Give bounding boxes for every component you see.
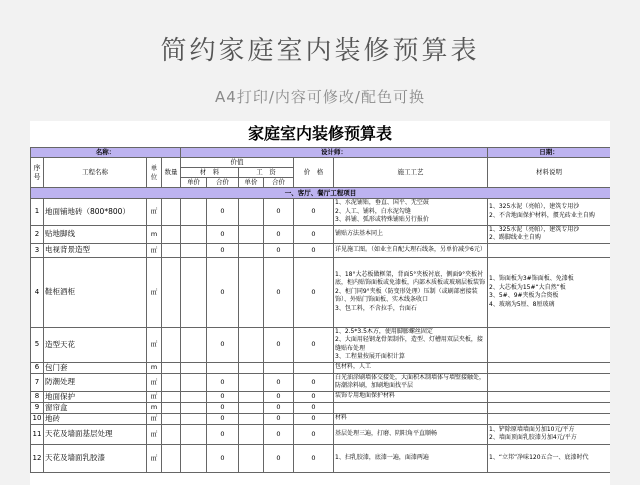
labor-total: 0	[264, 225, 294, 243]
material-desc: 1、325水泥（亮帕），建筑专用沙 2、踢脚线业主自购	[488, 225, 610, 243]
material-total: 0	[207, 243, 239, 257]
header-item-name: 工程名称	[44, 158, 147, 188]
quantity	[162, 391, 181, 402]
header-material-total: 合价	[207, 178, 239, 188]
price: 0	[294, 257, 334, 327]
table-row	[31, 225, 611, 243]
material-desc	[488, 391, 610, 402]
header-process: 施工工艺	[334, 158, 488, 188]
labor-total: 0	[264, 444, 294, 472]
material-total: 0	[207, 257, 239, 327]
row-number: 2	[31, 225, 44, 243]
table-row	[31, 402, 611, 413]
quantity	[162, 362, 181, 373]
unit: ㎡	[147, 257, 162, 327]
material-total: 0	[207, 225, 239, 243]
section-title: 一、客厅、餐厅工程项目	[31, 188, 611, 199]
material-desc	[488, 413, 610, 424]
labor-unit-price	[239, 327, 264, 362]
table-row	[31, 243, 611, 257]
price: 0	[294, 444, 334, 472]
table-row	[31, 391, 611, 402]
item-name: 窗帘盒	[44, 402, 147, 413]
item-name: 造型天花	[44, 327, 147, 362]
labor-total: 0	[264, 424, 294, 444]
header-material: 材 料	[181, 168, 239, 178]
table-row	[31, 257, 611, 327]
labor-total: 0	[264, 402, 294, 413]
quantity	[162, 402, 181, 413]
item-name: 地面保护	[44, 391, 147, 402]
price: 0	[294, 402, 334, 413]
table-row	[31, 327, 611, 362]
labor-total	[264, 362, 294, 373]
labor-total: 0	[264, 199, 294, 226]
process: 装饰专用地面保护材料	[334, 391, 488, 402]
table-row	[31, 199, 611, 226]
material-desc	[488, 327, 610, 362]
material-total: 0	[207, 402, 239, 413]
labor-total: 0	[264, 413, 294, 424]
material-desc	[488, 243, 610, 257]
header-material-unit-price: 单价	[181, 178, 207, 188]
section-row	[31, 188, 611, 199]
header-labor: 工 资	[239, 168, 294, 178]
unit: m	[147, 225, 162, 243]
table-row	[31, 444, 611, 472]
process	[334, 402, 488, 413]
row-number: 8	[31, 391, 44, 402]
price: 0	[294, 199, 334, 226]
page-title: 简约家庭室内装修预算表	[160, 36, 480, 66]
header-unit: 单位	[147, 158, 162, 188]
unit: ㎡	[147, 391, 162, 402]
page-subtitle: A4打印/内容可修改/配色可换	[215, 88, 425, 106]
material-unit-price	[181, 225, 207, 243]
row-number: 12	[31, 444, 44, 472]
material-total: 0	[207, 199, 239, 226]
item-name: 地砖	[44, 413, 147, 424]
labor-total: 0	[264, 391, 294, 402]
unit: ㎡	[147, 373, 162, 391]
material-total: 0	[207, 413, 239, 424]
row-number: 3	[31, 243, 44, 257]
labor-total: 0	[264, 257, 294, 327]
material-unit-price	[181, 391, 207, 402]
price: 0	[294, 373, 334, 391]
material-total: 0	[207, 424, 239, 444]
item-name: 包门套	[44, 362, 147, 373]
process: 铺贴方法基本同上	[334, 225, 488, 243]
process: 1、18°大芯板做框架，背面5°夹板衬底，侧面9°夹板衬底，柜内贴饰面板或免漆板，内部木质板或玻璃层板装饰 2、柜门同9°夹板（防变形处理）压制（或刷部密接装饰）、外贴门饰面板、实木线条收口 3、包工料，不含拉手，台面石	[334, 257, 488, 327]
quantity	[162, 243, 181, 257]
material-total: 0	[207, 391, 239, 402]
price: 0	[294, 243, 334, 257]
price: 0	[294, 391, 334, 402]
material-unit-price	[181, 402, 207, 413]
row-number: 7	[31, 373, 44, 391]
labor-unit-price	[239, 225, 264, 243]
quantity	[162, 257, 181, 327]
material-unit-price	[181, 413, 207, 424]
header-qty: 数量	[162, 158, 181, 188]
designer-label: 设计师：	[181, 148, 488, 158]
labor-unit-price	[239, 257, 264, 327]
sheet-title: 家庭室内装修预算表	[247, 124, 392, 143]
material-desc	[488, 373, 610, 391]
table-row	[31, 424, 611, 444]
material-desc: 1、“立邦”净味120五合一、底漆时代	[488, 444, 610, 472]
budget-table	[30, 147, 610, 473]
quantity	[162, 413, 181, 424]
labor-unit-price	[239, 362, 264, 373]
material-total: 0	[207, 444, 239, 472]
labor-unit-price	[239, 444, 264, 472]
row-number: 5	[31, 327, 44, 362]
row-number: 1	[31, 199, 44, 226]
item-name: 电视背景造型	[44, 243, 147, 257]
header-price: 价 格	[294, 158, 334, 188]
row-number: 10	[31, 413, 44, 424]
labor-total: 0	[264, 243, 294, 257]
header-price-group: 价值	[181, 158, 294, 168]
row-number: 9	[31, 402, 44, 413]
process: 材料	[334, 413, 488, 424]
labor-total: 0	[264, 373, 294, 391]
quantity	[162, 327, 181, 362]
labor-total: 0	[264, 327, 294, 362]
material-desc	[488, 362, 610, 373]
process: 1、扫乳胶漆，底漆一遍，面漆两遍	[334, 444, 488, 472]
date-label: 日期：	[488, 148, 610, 158]
item-name: 天花及墙面乳胶漆	[44, 444, 147, 472]
row-number: 6	[31, 362, 44, 373]
process: 详见施工图。（如业主自配大理石线条，另单价减少6元）	[334, 243, 488, 257]
item-name: 贴地脚线	[44, 225, 147, 243]
row-number: 11	[31, 424, 44, 444]
quantity	[162, 373, 181, 391]
labor-unit-price	[239, 373, 264, 391]
material-unit-price	[181, 243, 207, 257]
labor-unit-price	[239, 243, 264, 257]
material-total: 0	[207, 327, 239, 362]
info-row	[31, 148, 611, 158]
quantity	[162, 225, 181, 243]
material-unit-price	[181, 327, 207, 362]
material-unit-price	[181, 362, 207, 373]
process: 基层处理三遍，打磨、阴阳角平直顺畅	[334, 424, 488, 444]
header-row-1	[31, 158, 611, 168]
labor-unit-price	[239, 391, 264, 402]
material-unit-price	[181, 373, 207, 391]
quantity	[162, 199, 181, 226]
material-desc: 1、325水泥（亮帕），建筑专用沙 2、不含地面保护材料，掼光砖业主自购	[488, 199, 610, 226]
material-unit-price	[181, 444, 207, 472]
quantity	[162, 444, 181, 472]
process: 白光油涂刷墙体交接处，大面积木制墙体与墙壁接触处，防潮涂料刷，加刷地面找平层	[334, 373, 488, 391]
unit: ㎡	[147, 413, 162, 424]
labor-unit-price	[239, 413, 264, 424]
table-row	[31, 413, 611, 424]
unit: ㎡	[147, 199, 162, 226]
item-name: 天花及墙面基层处理	[44, 424, 147, 444]
header-seq: 序号	[31, 158, 44, 188]
unit: ㎡	[147, 444, 162, 472]
unit: ㎡	[147, 424, 162, 444]
price	[294, 362, 334, 373]
item-name: 防潮处理	[44, 373, 147, 391]
unit: m	[147, 362, 162, 373]
header-labor-unit-price: 单价	[239, 178, 264, 188]
material-unit-price	[181, 424, 207, 444]
budget-sheet	[30, 121, 610, 485]
unit: ㎡	[147, 327, 162, 362]
material-unit-price	[181, 199, 207, 226]
row-number: 4	[31, 257, 44, 327]
labor-unit-price	[239, 424, 264, 444]
material-desc: 1、饰面板为3#饰面板、免漆板 2、大芯板为15#“大自然”板 3、5#、9#夹板为合资板 4、玻璃为5厘、8厘玻璃	[488, 257, 610, 327]
material-total	[207, 362, 239, 373]
table-row	[31, 373, 611, 391]
header-labor-total: 合价	[264, 178, 294, 188]
price: 0	[294, 327, 334, 362]
quantity	[162, 424, 181, 444]
unit: ㎡	[147, 243, 162, 257]
labor-unit-price	[239, 199, 264, 226]
price: 0	[294, 424, 334, 444]
item-name: 鞋柜酒柜	[44, 257, 147, 327]
process: 1、水泥铺贴，垂直、国平、无空鼓 2、人工、铺料，白水泥勾缝 3、斜铺、弧形或特殊铺贴另行报价	[334, 199, 488, 226]
price: 0	[294, 413, 334, 424]
material-desc: 1、铲除原墙墙面另加10元/平方 2、墙面顶面乳胶漆另加4元/平方	[488, 424, 610, 444]
unit: m	[147, 402, 162, 413]
price: 0	[294, 225, 334, 243]
item-name: 地面铺地砖（800*800）	[44, 199, 147, 226]
material-unit-price	[181, 257, 207, 327]
table-row	[31, 362, 611, 373]
material-desc	[488, 402, 610, 413]
material-total: 0	[207, 373, 239, 391]
process: 包材料，人工	[334, 362, 488, 373]
header-material-desc: 材料说明	[488, 158, 610, 188]
process: 1、2.5*3.5木方，使用脚膨螺丝固定 2、大面用轻钢龙骨架制作，造型、灯槽用双层夹板，接缝贴布处理 3、工程量按展开面积计算	[334, 327, 488, 362]
name-label: 名称：	[31, 148, 181, 158]
labor-unit-price	[239, 402, 264, 413]
